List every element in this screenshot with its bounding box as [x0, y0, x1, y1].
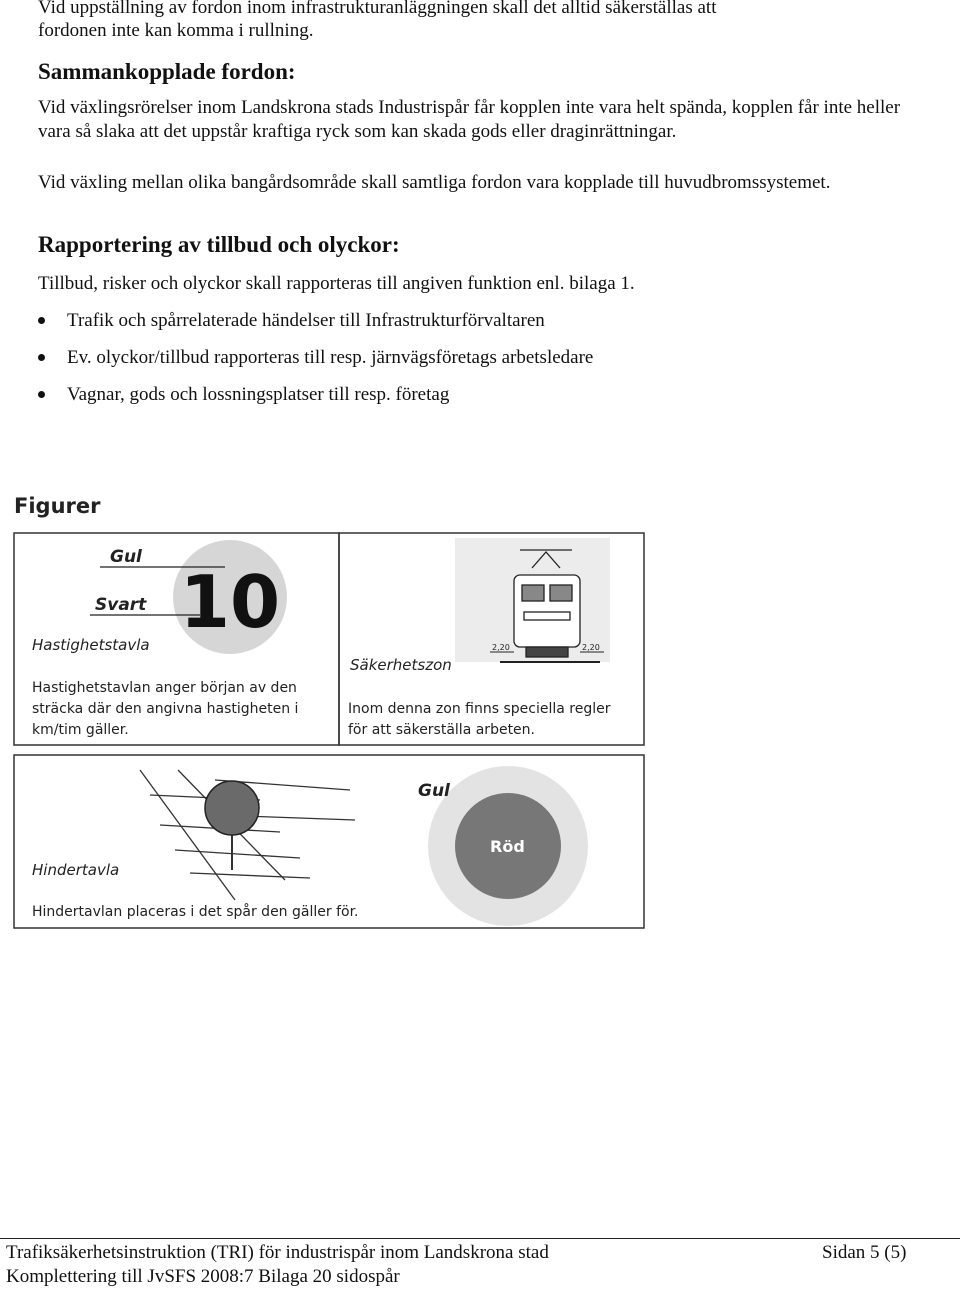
panel1-name: Hastighetstavla	[32, 636, 150, 654]
speed-sign-number: 10	[179, 560, 281, 644]
para-coupling: Vid växlingsrörelser inom Landskrona stads Industrispår får kopplen inte vara helt spända, kopplen får inte heller vara så slaka att det uppstår kraftiga ryck som kan skada gods eller draginrättningar.	[38, 97, 901, 142]
panel1-desc-line-3: km/tim gäller.	[32, 722, 129, 738]
bullet-item-1: Trafik och spårrelaterade händelser till Infrastrukturförvaltaren	[38, 309, 545, 333]
heading-sammankopplade: Sammankopplade fordon:	[38, 59, 296, 84]
footer-divider	[0, 1238, 960, 1239]
heading-rapportering: Rapportering av tillbud och olyckor:	[38, 232, 400, 257]
bullet-item-2: Ev. olyckor/tillbud rapporteras till resp. järnvägsföretags arbetsledare	[38, 346, 593, 370]
intro-line-1: Vid uppställning av fordon inom infrastrukturanläggningen skall det alltid säkerställas att	[38, 0, 717, 18]
panel-sakerhetszon	[339, 533, 644, 745]
intro-line-2: fordonen inte kan komma i rullning.	[38, 20, 314, 41]
panel2-desc-line-1: Inom denna zon finns speciella regler	[348, 701, 611, 717]
panel-hastighetstavla	[14, 533, 339, 745]
obstacle-sign-small	[205, 781, 259, 835]
figures-title: Figurer	[14, 494, 101, 518]
para-brakes: Vid växling mellan olika bangårdsområde skall samtliga fordon vara kopplade till huvudbromssystemet.	[38, 172, 831, 193]
footer-title: Trafiksäkerhetsinstruktion (TRI) för industrispår inom Landskrona stad	[6, 1242, 549, 1263]
panel1-desc-line-1: Hastighetstavlan anger början av den	[32, 680, 297, 696]
panel2-name: Säkerhetszon	[350, 656, 452, 674]
footer-subtitle: Komplettering till JvSFS 2008:7 Bilaga 20 sidospår	[6, 1266, 400, 1287]
label-black: Svart	[95, 595, 147, 615]
panel3-name: Hindertavla	[32, 861, 120, 879]
bullet-item-3: Vagnar, gods och lossningsplatser till resp. företag	[38, 383, 449, 407]
dimension-right: 2,20	[582, 643, 600, 652]
panel-hindertavla	[14, 755, 644, 928]
label-red: Röd	[490, 837, 525, 856]
dimension-left: 2,20	[492, 643, 510, 652]
panel3-desc: Hindertavlan placeras i det spår den gäller för.	[32, 904, 359, 920]
label-yellow-obstacle: Gul	[418, 781, 450, 801]
panel2-desc-line-2: för att säkerställa arbeten.	[348, 722, 535, 738]
footer-page-number: Sidan 5 (5)	[822, 1242, 907, 1263]
panel1-desc-line-2: sträcka där den angivna hastigheten i	[32, 701, 299, 717]
para-reporting: Tillbud, risker och olyckor skall rapporteras till angiven funktion enl. bilaga 1.	[38, 273, 635, 294]
label-yellow: Gul	[110, 547, 142, 567]
